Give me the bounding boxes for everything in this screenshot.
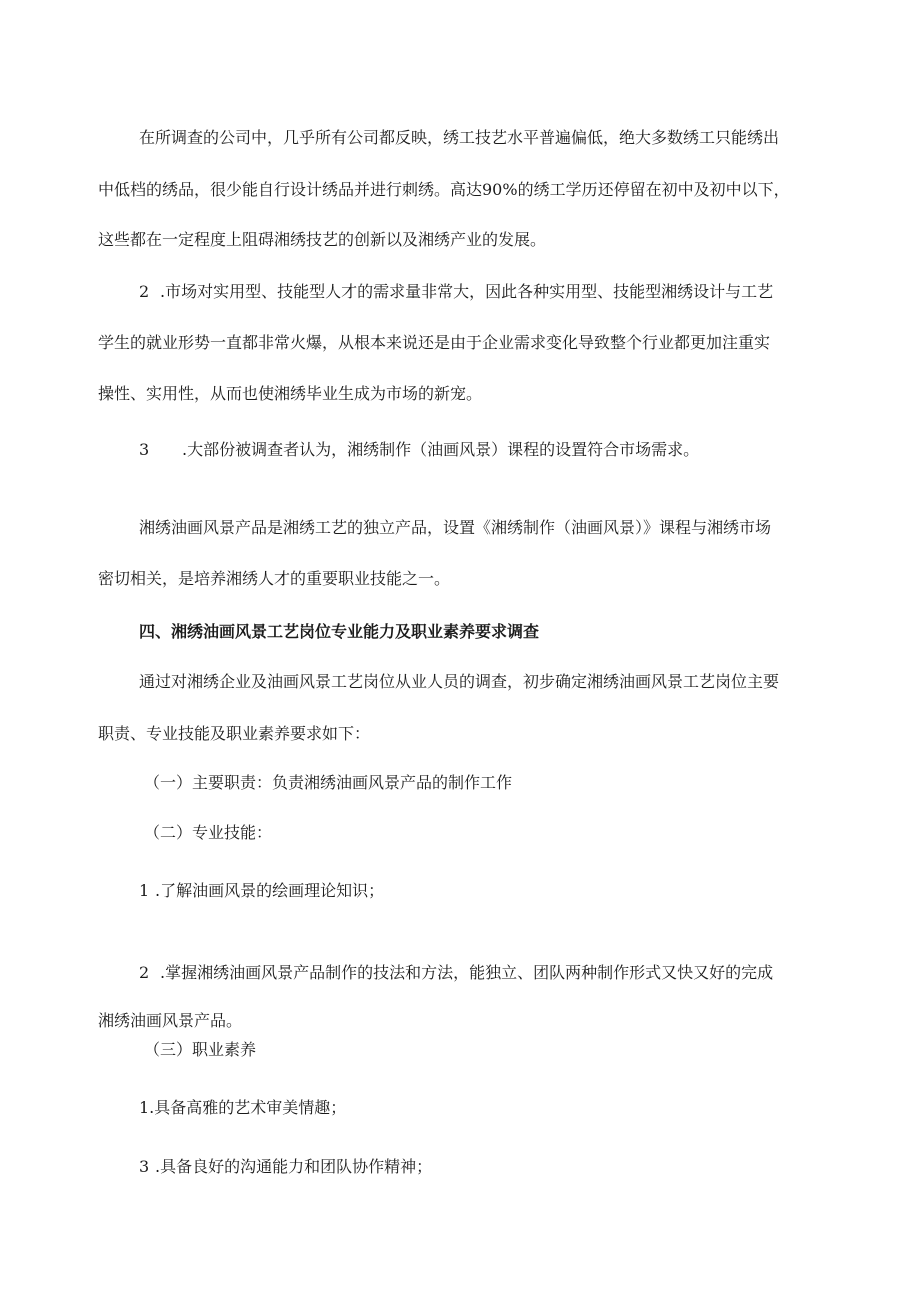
paragraph-2-line-3: 操性、实用性，从而也使湘绣毕业生成为市场的新宠。 — [98, 384, 483, 403]
subsection-1-duties: （一）主要职责：负责湘绣油画风景产品的制作工作 — [144, 773, 513, 792]
paragraph-1-line-1: 在所调查的公司中，几乎所有公司都反映，绣工技艺水平普遍偏低，绝大多数绣工只能绣出 — [139, 128, 780, 147]
paragraph-2-number: 2 — [139, 282, 150, 301]
quality-2-number: 3 — [139, 1157, 150, 1176]
skill-2-line-1: .掌握湘绣油画风景产品制作的技法和方法，能独立、团队两种制作形式又快又好的完成 — [160, 963, 774, 982]
quality-1-text: 1.具备高雅的艺术审美情趣； — [139, 1098, 347, 1117]
section-heading: 四、湘绣油画风景工艺岗位专业能力及职业素养要求调查 — [139, 622, 540, 641]
paragraph-2-line-1: .市场对实用型、技能型人才的需求量非常大，因此各种实用型、技能型湘绣设计与工艺 — [160, 282, 774, 301]
skill-1-number: 1 — [139, 881, 150, 900]
paragraph-4-line-2: 密切相关，是培养湘绣人才的重要职业技能之一。 — [98, 569, 451, 588]
subsection-2-skills: （二）专业技能： — [144, 823, 273, 842]
subsection-3-quality: （三）职业素养 — [144, 1040, 257, 1059]
quality-2-text: .具备良好的沟通能力和团队协作精神； — [155, 1157, 433, 1176]
skill-2-line-2: 湘绣油画风景产品。 — [98, 1011, 243, 1030]
skill-2-number: 2 — [139, 963, 150, 982]
paragraph-3-number: 3 — [139, 440, 150, 459]
paragraph-1-line-3: 这些都在一定程度上阻碍湘绣技艺的创新以及湘绣产业的发展。 — [98, 230, 547, 249]
paragraph-1-line-2: 中低档的绣品，很少能自行设计绣品并进行刺绣。高达90%的绣工学历还停留在初中及初中以下， — [98, 180, 790, 199]
skill-1-text: .了解油画风景的绘画理论知识； — [155, 881, 385, 900]
intro-line-2: 职责、专业技能及职业素养要求如下： — [98, 724, 371, 743]
intro-line-1: 通过对湘绣企业及油画风景工艺岗位从业人员的调查，初步确定湘绣油画风景工艺岗位主要 — [139, 672, 780, 691]
paragraph-2-line-2: 学生的就业形势一直都非常火爆，从根本来说还是由于企业需求变化导致整个行业都更加注重实 — [98, 333, 771, 352]
paragraph-3-line-1: .大部份被调查者认为，湘绣制作（油画风景）课程的设置符合市场需求。 — [182, 440, 700, 459]
paragraph-4-line-1: 湘绣油画风景产品是湘绣工艺的独立产品，设置《湘绣制作（油画风景）》课程与湘绣市场 — [139, 518, 772, 537]
